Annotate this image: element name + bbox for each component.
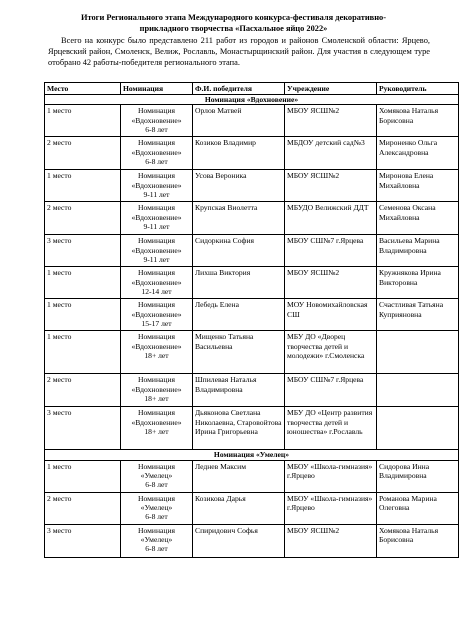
table-row — [45, 235, 459, 267]
nomination-line: Номинация — [137, 408, 176, 418]
institution-cell: МБОУ ЯСШ№2 — [285, 267, 377, 299]
winner-cell: Козиков Владимир — [193, 137, 285, 170]
place-cell: 3 место — [45, 407, 121, 450]
nomination-line: Номинация — [137, 525, 176, 535]
leader-cell — [377, 331, 459, 374]
institution-cell: МБУ ДО «Центр развития творчества детей и юношества» г.Рославль — [285, 407, 377, 450]
table-row — [45, 105, 459, 137]
leader-cell: Хомякова Наталья Борисовна — [377, 524, 459, 557]
nomination-line: 6-8 лет — [145, 156, 168, 166]
institution-cell: МБОУ ЯСШ№2 — [285, 524, 377, 557]
institution-cell: МБОУ ЯСШ№2 — [285, 170, 377, 202]
nomination-line: «Умелец» — [140, 502, 173, 512]
nomination-line: Номинация — [137, 300, 176, 310]
nomination-cell — [121, 299, 193, 331]
nomination-line: «Вдохновение» — [131, 245, 182, 255]
winner-cell: Мищенко Татьяна Васильевна — [193, 331, 285, 374]
nomination-line: «Вдохновение» — [131, 277, 182, 287]
nomination-line: 12-14 лет — [141, 286, 172, 296]
place-cell: 2 место — [45, 137, 121, 170]
nomination-line: Номинация — [137, 171, 176, 181]
table-row — [45, 524, 459, 557]
nomination-cell — [121, 137, 193, 170]
place-cell: 2 место — [45, 492, 121, 524]
leader-cell: Сидорова Инна Владимировна — [377, 460, 459, 492]
winner-cell: Козикова Дарья — [193, 492, 285, 524]
table-row — [45, 202, 459, 235]
title-line-2: прикладного творчества «Пасхальное яйцо 2022» — [139, 23, 328, 33]
winner-cell: Крупская Виолетта — [193, 202, 285, 235]
winner-cell: Дьяконова Светлана Николаевна, Старовойтова Ирина Григорьевна — [193, 407, 285, 450]
nomination-line: 15-17 лет — [141, 318, 172, 328]
nomination-line: Номинация — [137, 236, 176, 246]
leader-cell — [377, 374, 459, 407]
nomination-line: «Вдохновение» — [131, 341, 182, 351]
nomination-cell — [121, 267, 193, 299]
nomination-line: Номинация — [137, 332, 176, 342]
place-cell: 1 место — [45, 460, 121, 492]
place-cell: 1 место — [45, 299, 121, 331]
nomination-line: «Вдохновение» — [131, 384, 182, 394]
nomination-line: Номинация — [137, 375, 176, 385]
nomination-line: «Вдохновение» — [131, 417, 182, 427]
nomination-line: 6-8 лет — [145, 544, 168, 554]
table-row — [45, 170, 459, 202]
nomination-cell — [121, 105, 193, 137]
document-title — [40, 13, 427, 34]
section-row — [45, 95, 459, 105]
place-cell: 1 место — [45, 170, 121, 202]
nomination-line: Номинация — [137, 203, 176, 213]
institution-cell: МОУ Новомихайловская СШ — [285, 299, 377, 331]
header-winner: Ф.И. победителя — [193, 83, 285, 95]
nomination-cell — [121, 407, 193, 450]
institution-cell: МБОУ СШ№7 г.Ярцева — [285, 235, 377, 267]
winner-cell: Леднев Максим — [193, 460, 285, 492]
nomination-line: Номинация — [137, 461, 176, 471]
place-cell: 1 место — [45, 105, 121, 137]
nomination-line: 18+ лет — [144, 393, 169, 403]
nomination-cell — [121, 524, 193, 557]
table-row — [45, 267, 459, 299]
nomination-line: 6-8 лет — [145, 480, 168, 490]
leader-cell: Мироненко Ольга Александровна — [377, 137, 459, 170]
winner-cell: Лихша Виктория — [193, 267, 285, 299]
leader-cell: Хомякова Наталья Борисовна — [377, 105, 459, 137]
nomination-line: «Вдохновение» — [131, 115, 182, 125]
leader-cell: Васильева Марина Владимировна — [377, 235, 459, 267]
nomination-line: Номинация — [137, 106, 176, 116]
table-row — [45, 374, 459, 407]
winner-cell: Усова Вероника — [193, 170, 285, 202]
nomination-cell — [121, 170, 193, 202]
table-row — [45, 331, 459, 374]
institution-cell: МБОУ «Школа-гимназия» г.Ярцево — [285, 492, 377, 524]
winner-cell: Шпилевая Наталья Владимировна — [193, 374, 285, 407]
nomination-cell — [121, 374, 193, 407]
institution-cell: МБДОУ детский сад№3 — [285, 137, 377, 170]
nomination-cell — [121, 460, 193, 492]
section-title: Номинация «Умелец» — [45, 450, 459, 460]
intro-paragraph: Всего на конкурс было представлено 211 работ из городов и районов Смоленской области: Ярцево, Ярцевский район, Смоленск, Велиж, Рославль, Монастырщинский район. Для участия в следующем туре отобрано 42 работы-победителя регионального этапа. — [48, 36, 430, 68]
nomination-line: «Вдохновение» — [131, 309, 182, 319]
results-table — [44, 82, 459, 558]
place-cell: 3 место — [45, 235, 121, 267]
table-row — [45, 492, 459, 524]
nomination-line: 9-11 лет — [143, 254, 170, 264]
leader-cell: Миронова Елена Михайловна — [377, 170, 459, 202]
institution-cell: МБОУ «Школа-гимназия» г.Ярцево — [285, 460, 377, 492]
nomination-cell — [121, 492, 193, 524]
institution-cell: МБУДО Велижский ДДТ — [285, 202, 377, 235]
table-row — [45, 460, 459, 492]
winner-cell: Лебедь Елена — [193, 299, 285, 331]
nomination-line: «Умелец» — [140, 534, 173, 544]
nomination-cell — [121, 202, 193, 235]
nomination-line: 18+ лет — [144, 350, 169, 360]
nomination-line: 9-11 лет — [143, 189, 170, 199]
nomination-line: «Умелец» — [140, 470, 173, 480]
place-cell: 3 место — [45, 524, 121, 557]
leader-cell: Семенова Оксана Михайловна — [377, 202, 459, 235]
nomination-line: «Вдохновение» — [131, 180, 182, 190]
place-cell: 1 место — [45, 331, 121, 374]
table-header-row — [45, 83, 459, 95]
place-cell: 2 место — [45, 202, 121, 235]
header-institution: Учреждение — [285, 83, 377, 95]
nomination-line: «Вдохновение» — [131, 147, 182, 157]
title-line-1: Итоги Регионального этапа Международного конкурса-фестиваля декоративно- — [80, 13, 387, 22]
winner-cell: Спиридович Софья — [193, 524, 285, 557]
winner-cell: Орлов Матвей — [193, 105, 285, 137]
nomination-line: 18+ лет — [144, 426, 169, 436]
header-nomination: Номинация — [121, 83, 193, 95]
institution-cell: МБОУ СШ№7 г.Ярцева — [285, 374, 377, 407]
nomination-line: Номинация — [137, 493, 176, 503]
leader-cell — [377, 407, 459, 450]
leader-cell: Кружнякова Ирина Викторовна — [377, 267, 459, 299]
header-leader: Руководитель — [377, 83, 459, 95]
section-title: Номинация «Вдохновение» — [45, 95, 459, 105]
nomination-cell — [121, 331, 193, 374]
table-row — [45, 407, 459, 450]
nomination-line: 6-8 лет — [145, 124, 168, 134]
section-row — [45, 450, 459, 460]
nomination-line: Номинация — [137, 268, 176, 278]
nomination-cell — [121, 235, 193, 267]
winner-cell: Сидоркина София — [193, 235, 285, 267]
place-cell: 2 место — [45, 374, 121, 407]
leader-cell: Счастливая Татьяна Куприяновна — [377, 299, 459, 331]
nomination-line: 9-11 лет — [143, 221, 170, 231]
nomination-line: Номинация — [137, 138, 176, 148]
table-row — [45, 299, 459, 331]
nomination-line: 6-8 лет — [145, 512, 168, 522]
table-body — [45, 95, 459, 557]
nomination-line: «Вдохновение» — [131, 212, 182, 222]
header-place: Место — [45, 83, 121, 95]
institution-cell: МБУ ДО «Дворец творчества детей и молодежи» г.Смоленска — [285, 331, 377, 374]
place-cell: 1 место — [45, 267, 121, 299]
table-row — [45, 137, 459, 170]
leader-cell: Романова Марина Олеговна — [377, 492, 459, 524]
institution-cell: МБОУ ЯСШ№2 — [285, 105, 377, 137]
